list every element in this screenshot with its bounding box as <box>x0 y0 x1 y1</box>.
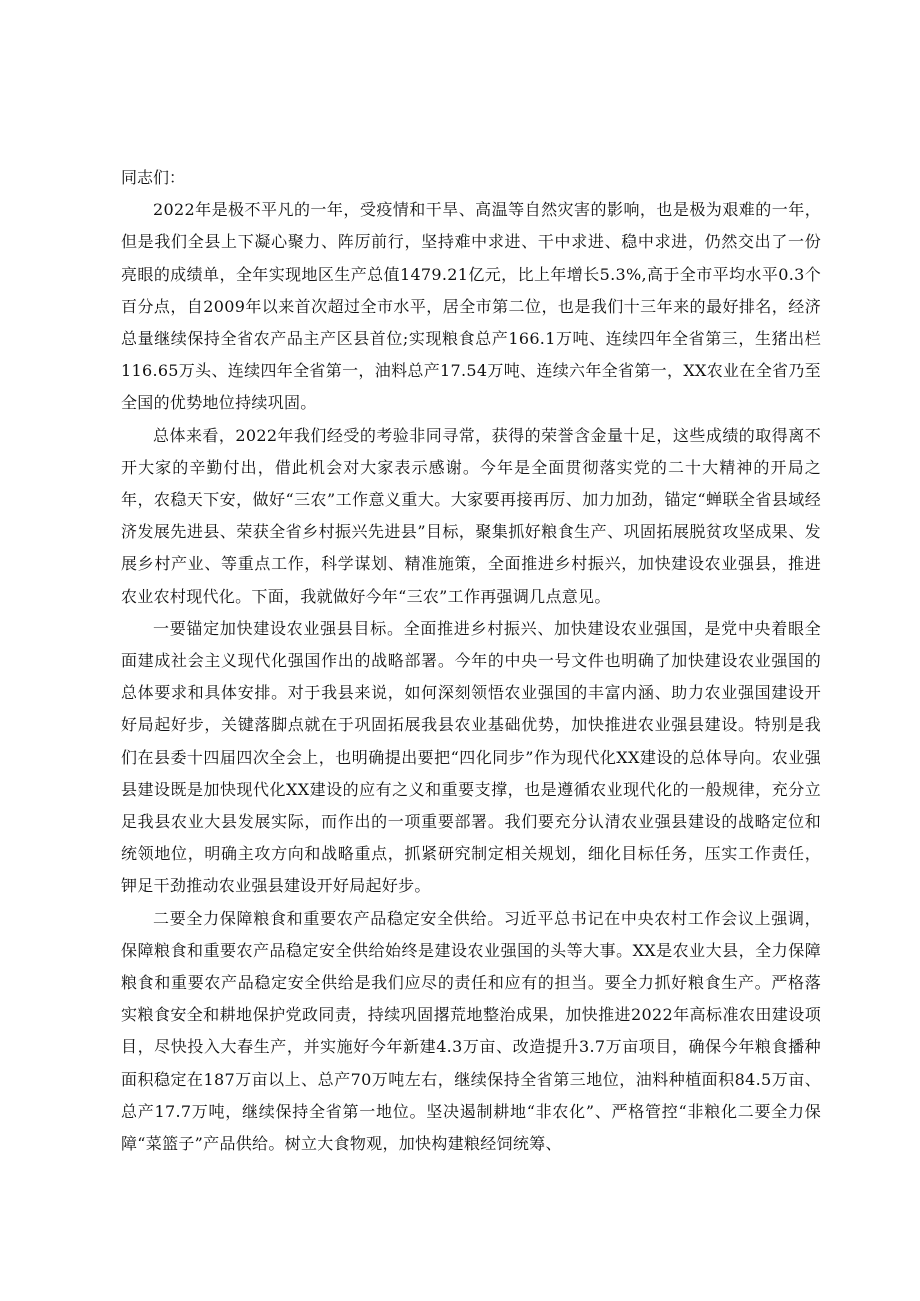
salutation: 同志们： <box>121 168 186 187</box>
paragraph-review-2022: 2022年是极不平凡的一年，受疫情和干旱、高温等自然灾害的影响，也是极为艰难的一年，但是我们全县上下凝心聚力、阵厉前行，坚持难中求进、干中求进、稳中求进，仍然交出了一份亮眼的成绩单，全年实现地区生产总值1479.21亿元，比上年增长5.3%,高于全市平均水平0.3个百分点，自2009年以来首次超过全市水平，居全市第二位，也是我们十三年来的最好排名，经济总量继续保持全省农产品主产区县首位;实现粮食总产166.1万吨、连续四年全省第三，生猪出栏116.65万头、连续四年全省第一，油料总产17.54万吨、连续六年全省第一，XX农业在全省乃至全国的优势地位持续巩固。 <box>121 200 821 413</box>
paragraph-overview: 总体来看，2022年我们经受的考验非同寻常，获得的荣誉含金量十足，这些成绩的取得离不开大家的辛勤付出，借此机会对大家表示感谢。今年是全面贯彻落实党的二十大精神的开局之年，农稳天下安，做好“三农”工作意义重大。大家要再接再厉、加力加劲，锚定“蝉联全省县域经济发展先进县、荣获全省乡村振兴先进县”目标，聚集抓好粮食生产、巩固拓展脱贫攻坚成果、发展乡村产业、等重点工作，科学谋划、精准施策，全面推进乡村振兴，加快建设农业强县，推进农业农村现代化。下面，我就做好今年“三农”工作再强调几点意见。 <box>121 425 821 606</box>
document-body <box>121 162 821 1160</box>
paragraph-point-two: 二要全力保障粮食和重要农产品稳定安全供给。习近平总书记在中央农村工作会议上强调，保障粮食和重要农产品稳定安全供给始终是建设农业强国的头等大事。XX是农业大县，全力保障粮食和重要农产品稳定安全供给是我们应尽的责任和应有的担当。要全力抓好粮食生产。严格落实粮食安全和耕地保护党政同责，持续巩固撂荒地整治成果，加快推进2022年高标准农田建设项目，尽快投入大春生产，并实施好今年新建4.3万亩、改造提升3.7万亩项目，确保今年粮食播种面积稳定在187万亩以上、总产70万吨左右，继续保持全省第三地位，油料种植面积84.5万亩、总产17.7万吨，继续保持全省第一地位。坚决遏制耕地“非农化”、严格管控“非粮化二要全力保障“菜篮子”产品供给。树立大食物观，加快构建粮经饲统筹、 <box>121 908 821 1154</box>
paragraph-point-one: 一要锚定加快建设农业强县目标。全面推进乡村振兴、加快建设农业强国，是党中央着眼全面建成社会主义现代化强国作出的战略部署。今年的中央一号文件也明确了加快建设农业强国的总体要求和具体安排。对于我县来说，如何深刻领悟农业强国的丰富内涵、助力农业强国建设开好局起好步，关键落脚点就在于巩固拓展我县农业基础优势，加快推进农业强县建设。特别是我们在县委十四届四次全会上，也明确提出要把“四化同步”作为现代化XX建设的总体导向。农业强县建设既是加快现代化XX建设的应有之义和重要支撑，也是遵循农业现代化的一般规律，充分立足我县农业大县发展实际，而作出的一项重要部署。我们要充分认清农业强县建设的战略定位和统领地位，明确主攻方向和战略重点，抓紧研究制定相关规划，细化目标任务，压实工作责任，钾足干劲推动农业强县建设开好局起好步。 <box>121 618 821 896</box>
